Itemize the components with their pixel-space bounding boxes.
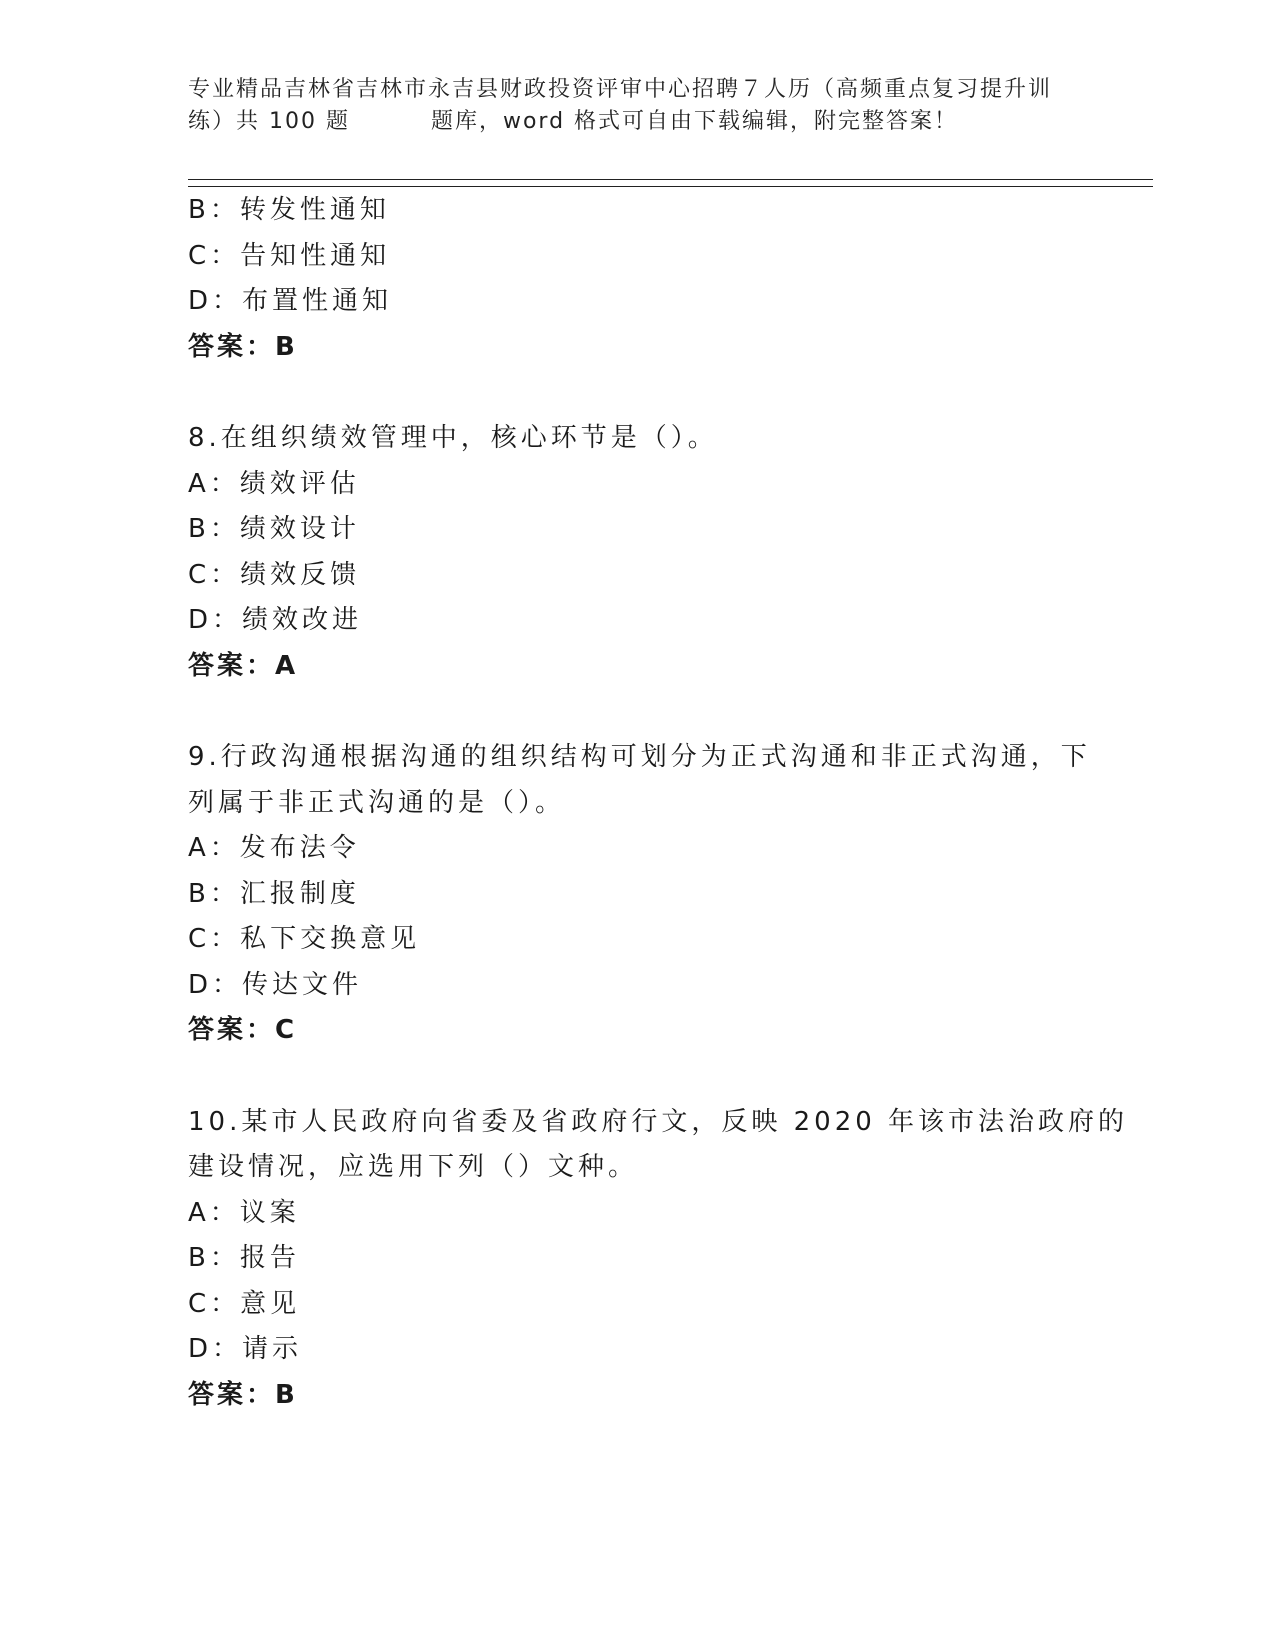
spacer [188,689,1088,735]
option-a: A：议案 [188,1197,300,1228]
question-text-continued: 列属于非正式沟通的是（）。 [188,787,566,818]
question-text: 8.在组织绩效管理中，核心环节是（）。 [188,423,718,453]
question-8 [188,416,1088,689]
option-d: D：传达文件 [188,969,363,1000]
answer-line: 答案：B [188,331,298,362]
option-b: B：报告 [188,1243,300,1273]
header-double-rule [188,179,1153,187]
option-a: A：发布法令 [188,833,360,863]
header-line-2: 练）共 100 题 题库，word 格式可自由下载编辑，附完整答案！ [188,109,959,134]
question-content [188,188,1129,1418]
option-d: D：布置性通知 [188,286,393,316]
answer-line: 答案：A [188,650,299,681]
option-c: C：意见 [188,1288,301,1319]
question-text: 9.行政沟通根据沟通的组织结构可划分为正式沟通和非正式沟通，下 [188,742,1091,772]
question-text-continued: 建设情况，应选用下列（）文种。 [188,1152,639,1182]
option-d: D：请示 [188,1334,303,1364]
answer-line: 答案：C [188,1015,298,1045]
page-header [188,74,1088,138]
question-9 [188,735,1091,1054]
option-d: D：绩效改进 [188,605,363,635]
header-line-1: 专业精品吉林省吉林市永吉县财政投资评审中心招聘７人历（高频重点复习提升训 [188,77,1053,102]
option-c: C：告知性通知 [188,240,391,271]
question-fragment [188,188,1088,370]
option-a: A：绩效评估 [188,468,360,499]
spacer [188,1054,1088,1100]
answer-line: 答案：B [188,1379,298,1410]
option-b: B：转发性通知 [188,195,390,225]
option-b: B：汇报制度 [188,878,360,909]
option-c: C：私下交换意见 [188,924,421,954]
option-c: C：绩效反馈 [188,559,361,590]
spacer [188,370,1088,416]
question-10 [188,1100,1129,1419]
option-b: B：绩效设计 [188,514,360,544]
question-text: 10.某市人民政府向省委及省政府行文，反映 2020 年该市法治政府的 [188,1106,1129,1137]
